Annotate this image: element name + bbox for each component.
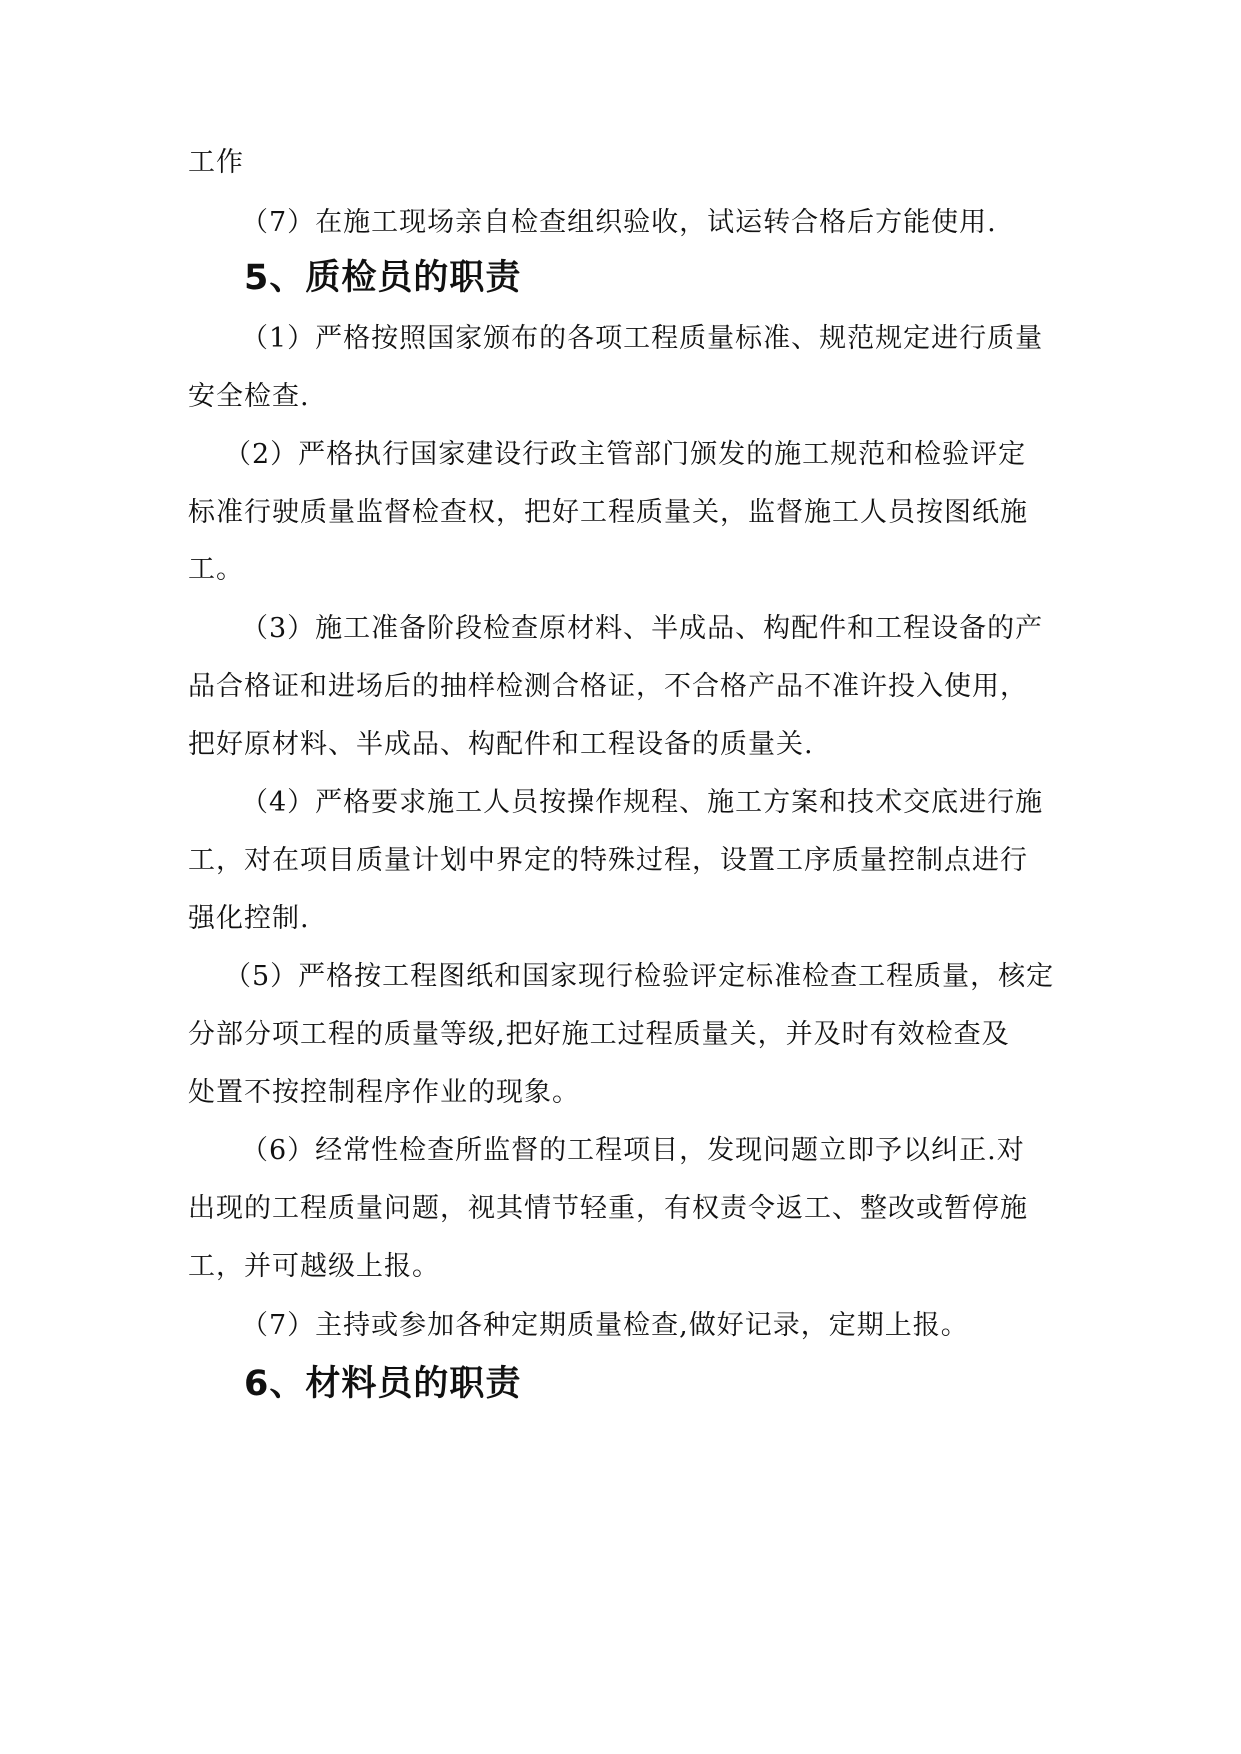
s5-item-3-line-2: 品合格证和进场后的抽样检测合格证，不合格产品不准许投入使用，: [188, 671, 1028, 702]
s5-item-2-line-2: 标准行驶质量监督检查权，把好工程质量关，监督施工人员按图纸施: [188, 497, 1028, 528]
s5-item-4-line-3: 强化控制.: [188, 903, 310, 934]
s5-item-2-line-3: 工。: [188, 554, 244, 585]
s5-item-5-line-1: （5）严格按工程图纸和国家现行检验评定标准检查工程质量，核定: [224, 961, 1055, 992]
s5-item-5-line-3: 处置不按控制程序作业的现象。: [188, 1077, 580, 1108]
s5-item-4-line-1: （4）严格要求施工人员按操作规程、施工方案和技术交底进行施: [241, 787, 1044, 818]
s5-item-6-line-1: （6）经常性检查所监督的工程项目，发现问题立即予以纠正.对: [241, 1135, 1025, 1166]
s5-item-1-line-1: （1）严格按照国家颁布的各项工程质量标准、规范规定进行质量: [241, 323, 1044, 354]
s5-item-2-line-1: （2）严格执行国家建设行政主管部门颁发的施工规范和检验评定: [224, 439, 1027, 470]
s5-item-4-line-2: 工，对在项目质量计划中界定的特殊过程，设置工序质量控制点进行: [188, 845, 1028, 876]
s5-item-3-line-3: 把好原材料、半成品、构配件和工程设备的质量关.: [188, 729, 814, 760]
section-5-heading: 5、质检员的职责: [244, 258, 522, 298]
s5-item-6-line-3: 工，并可越级上报。: [188, 1251, 440, 1282]
s5-item-6-line-2: 出现的工程质量问题，视其情节轻重，有权责令返工、整改或暂停施: [188, 1193, 1028, 1224]
section-6-heading: 6、材料员的职责: [244, 1364, 522, 1404]
continuation-text: 工作: [188, 147, 244, 178]
s5-item-7-line-1: （7）主持或参加各种定期质量检查,做好记录，定期上报。: [241, 1310, 969, 1341]
s5-item-5-line-2: 分部分项工程的质量等级,把好施工过程质量关，并及时有效检查及: [188, 1019, 1010, 1050]
s5-item-1-line-2: 安全检查.: [188, 381, 310, 412]
s5-item-3-line-1: （3）施工准备阶段检查原材料、半成品、构配件和工程设备的产: [241, 613, 1044, 644]
prev-item-7: （7）在施工现场亲自检查组织验收，试运转合格后方能使用.: [241, 207, 997, 238]
